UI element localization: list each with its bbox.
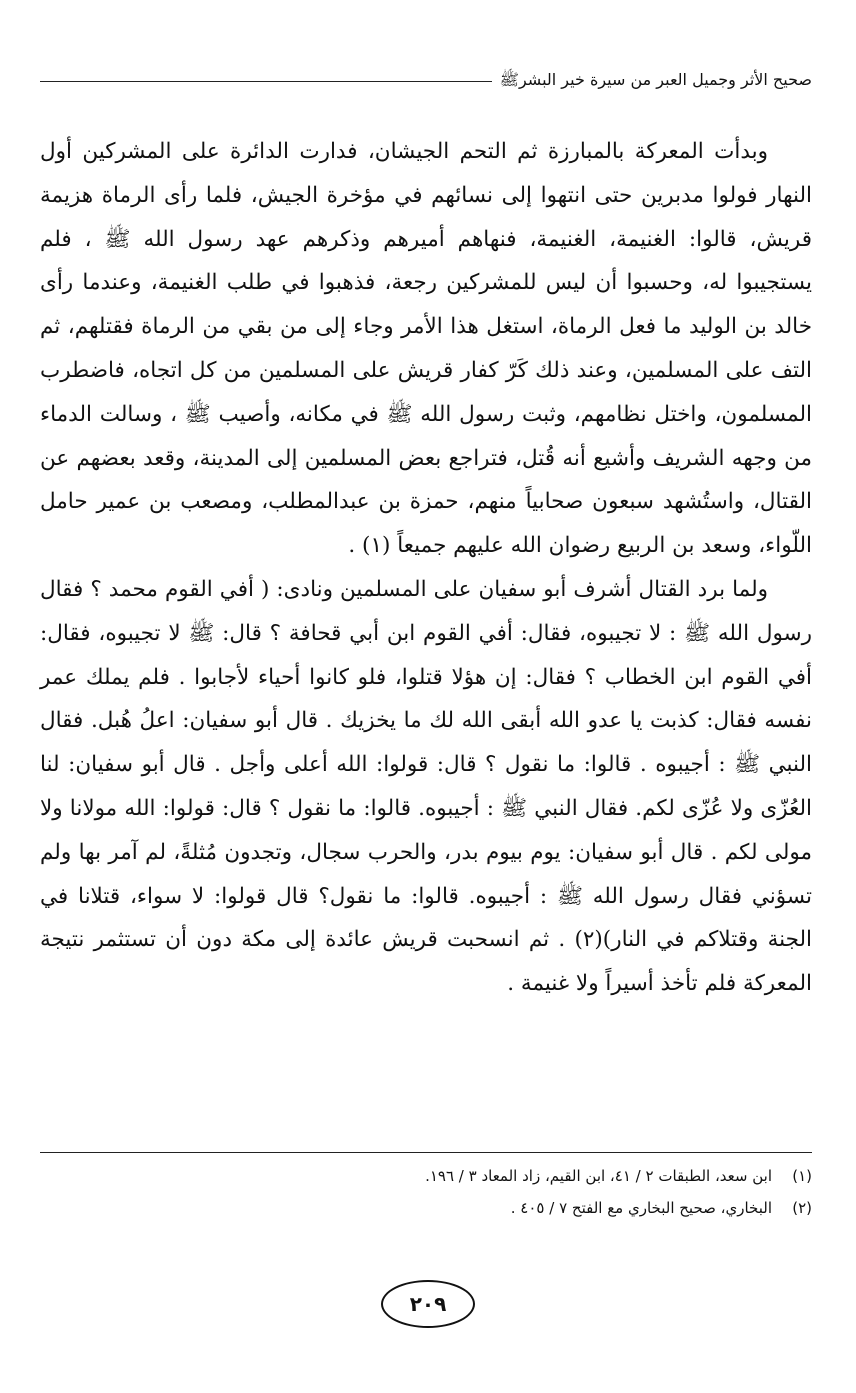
footnotes <box>40 1160 812 1224</box>
footnote-rule <box>40 1152 812 1153</box>
footnote-text: البخاري، صحيح البخاري مع الفتح ٧ / ٤٠٥ . <box>510 1199 772 1217</box>
running-header <box>40 70 812 93</box>
body-text <box>40 130 812 1006</box>
header-rule <box>40 81 492 82</box>
footnote-2 <box>40 1192 812 1224</box>
paragraph-2: ولما برد القتال أشرف أبو سفيان على المسلمين ونادى: ( أفي القوم محمد ؟ فقال رسول الله ﷺ : لا تجيبوه، فقال: أفي القوم ابن أبي قحافة ؟ قال: ﷺ لا تجيبوه، فقال: أفي القوم ابن الخطاب ؟ فقال: إن هؤلا قتلوا، فلو كانوا أحياء لأجابوا . فلم يملك عمر نفسه فقال: كذبت يا عدو الله أبقى الله لك ما يخزيك . قال أبو سفيان: اعلُ هُبل. فقال النبي ﷺ : أجيبوه . قالوا: ما نقول ؟ قال: قولوا: الله أعلى وأجل . قال أبو سفيان: لنا العُزّى ولا عُزّى لكم. فقال النبي ﷺ : أجيبوه. قالوا: ما نقول ؟ قال: قولوا: الله مولانا ولا مولى لكم . قال أبو سفيان: يوم بيوم بدر، والحرب سجال، وتجدون مُثلةً، لم آمر بها ولم تسؤني فقال رسول الله ﷺ : أجيبوه. قالوا: ما نقول؟ قال قولوا: لا سواء، قتلانا في الجنة وقتلاكم في النار)(٢) . ثم انسحبت قريش عائدة إلى مكة دون أن تستثمر نتيجة المعركة فلم تأخذ أسيراً ولا غنيمة . <box>40 576 812 997</box>
paragraph-1: وبدأت المعركة بالمبارزة ثم التحم الجيشان، فدارت الدائرة على المشركين أول النهار فولوا مدبرين حتى انتهوا إلى نسائهم في مؤخرة الجيش، فلما رأى الرماة هزيمة قريش، قالوا: الغنيمة، الغنيمة، فنهاهم أميرهم وذكرهم عهد رسول الله ﷺ ، فلم يستجيبوا له، وحسبوا أن ليس للمشركين رجعة، فذهبوا في طلب الغنيمة، وعندما رأى خالد بن الوليد ما فعل الرماة، استغل هذا الأمر وجاء إلى من بقي من الرماة فقتلهم، ثم التف على المسلمين، وعند ذلك كَرّ كفار قريش على المسلمين من كل اتجاه، فاضطرب المسلمون، واختل نظامهم، وثبت رسول الله ﷺ في مكانه، وأصيب ﷺ ، وسالت الدماء من وجهه الشريف وأشيع أنه قُتل، فتراجع بعض المسلمين إلى المدينة، وقعد بعضهم عن القتال، واستُشهد سبعون صحابياً منهم، حمزة بن عبدالمطلب، ومصعب بن عمير حامل اللّواء، وسعد بن الربيع رضوان الله عليهم جميعاً (١) . <box>40 139 812 559</box>
page-number: ٢٠٩ <box>381 1280 475 1328</box>
footnote-number: (٢) <box>792 1199 812 1217</box>
running-title: صحيح الأثر وجميل العبر من سيرة خير البشرﷺ <box>499 70 812 89</box>
footnote-1 <box>40 1160 812 1192</box>
footnote-text: ابن سعد، الطبقات ٢ / ٤١، ابن القيم، زاد المعاد ٣ / ١٩٦. <box>425 1167 772 1185</box>
footnote-number: (١) <box>792 1167 812 1185</box>
